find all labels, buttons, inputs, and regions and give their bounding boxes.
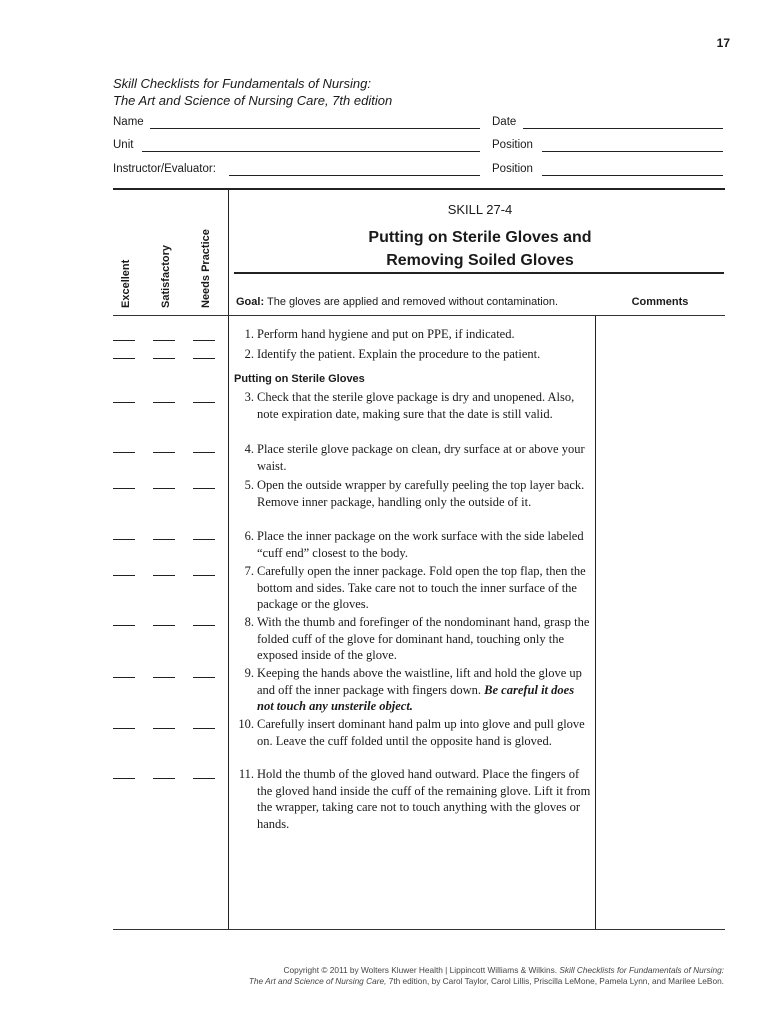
footer-book-title: Skill Checklists for Fundamentals of Nursing: [559, 965, 724, 975]
rating-blank-satisfactory[interactable] [153, 358, 175, 359]
rating-blank-satisfactory[interactable] [153, 575, 175, 576]
column-needs-practice: Needs Practice [200, 229, 212, 308]
rating-blank-satisfactory[interactable] [153, 452, 175, 453]
rating-blank-excellent[interactable] [113, 778, 135, 779]
rating-blank-excellent[interactable] [113, 677, 135, 678]
step-number: 4. [244, 442, 254, 456]
rating-blank-satisfactory[interactable] [153, 728, 175, 729]
rating-blank-needs-practice[interactable] [193, 402, 215, 403]
rating-blank-excellent[interactable] [113, 488, 135, 489]
position-label-2: Position [492, 163, 533, 175]
step-text: Carefully insert dominant hand palm up into glove and pull glove on. Leave the cuff folded until the opposite hand is gloved. [257, 717, 585, 748]
rating-blank-excellent[interactable] [113, 340, 135, 341]
section-heading: Putting on Sterile Gloves [234, 373, 365, 385]
position-field-1[interactable] [542, 151, 723, 152]
goal-statement [236, 296, 558, 308]
rating-blank-satisfactory[interactable] [153, 677, 175, 678]
page-number: 17 [716, 36, 730, 50]
step-text: Place the inner package on the work surface with the side labeled “cuff end” closest to the body. [257, 529, 584, 560]
step-number: 1. [244, 327, 254, 341]
rating-blank-needs-practice[interactable] [193, 728, 215, 729]
step-text: Place sterile glove package on clean, dry surface at or above your waist. [257, 442, 585, 473]
step-text: Carefully open the inner package. Fold open the top flap, then the bottom and sides. Take care not to touch the inner surface of the package or the gloves. [257, 564, 586, 611]
step-text: Check that the sterile glove package is dry and unopened. Also, note expiration date, making sure that the date is still valid. [257, 390, 575, 421]
goal-label: Goal: [236, 296, 265, 308]
rating-blank-needs-practice[interactable] [193, 340, 215, 341]
rating-blank-excellent[interactable] [113, 358, 135, 359]
step-number: 8. [244, 615, 254, 629]
rating-blank-excellent[interactable] [113, 539, 135, 540]
step-number: 9. [244, 666, 254, 680]
rating-blank-satisfactory[interactable] [153, 778, 175, 779]
footer-line2 [150, 976, 724, 987]
footer-authors: 7th edition, by Carol Taylor, Carol Lillis, Priscilla LeMone, Pamela Lynn, and Marilee LeBon. [386, 976, 724, 986]
rating-blank-excellent[interactable] [113, 728, 135, 729]
book-title [113, 75, 392, 109]
column-satisfactory: Satisfactory [160, 245, 172, 308]
name-label: Name [113, 116, 144, 128]
step-number: 10. [238, 717, 254, 731]
footer-line1 [150, 965, 724, 976]
step-number: 5. [244, 478, 254, 492]
unit-label: Unit [113, 139, 134, 151]
position-field-2[interactable] [542, 175, 723, 176]
copyright-footer [150, 965, 724, 987]
rating-blank-satisfactory[interactable] [153, 488, 175, 489]
rating-blank-needs-practice[interactable] [193, 575, 215, 576]
instructor-field[interactable] [229, 175, 480, 176]
column-excellent: Excellent [120, 259, 132, 308]
step-caution: Be careful it does not touch any unsterile object. [257, 682, 575, 713]
step-number: 11. [238, 767, 254, 781]
step-text: Identify the patient. Explain the procedure to the patient. [257, 347, 541, 361]
table-top-rule [113, 188, 725, 190]
skill-title-rule [234, 272, 724, 274]
step-text: Open the outside wrapper by carefully peeling the top layer back. Remove inner package, handling only the outside of it. [257, 478, 585, 509]
rating-blank-needs-practice[interactable] [193, 778, 215, 779]
skill-title [230, 226, 730, 272]
footer-copyright: Copyright © 2011 by Wolters Kluwer Health | Lippincott Williams & Wilkins. [283, 965, 560, 975]
rating-blank-satisfactory[interactable] [153, 340, 175, 341]
rating-blank-excellent[interactable] [113, 625, 135, 626]
skill-title-line1: Putting on Sterile Gloves and [368, 229, 592, 246]
rating-blank-excellent[interactable] [113, 402, 135, 403]
step-number: 3. [244, 390, 254, 404]
step-number: 2. [244, 347, 254, 361]
skill-number: SKILL 27-4 [447, 202, 513, 217]
rating-blank-needs-practice[interactable] [193, 625, 215, 626]
rating-blank-satisfactory[interactable] [153, 402, 175, 403]
step-text [257, 665, 592, 715]
step-text-body: Keeping the hands above the waistline, lift and hold the glove up and off the inner package with fingers down. [257, 666, 582, 697]
step-text: Hold the thumb of the gloved hand outward. Place the fingers of the gloved hand inside the cuff of the remaining glove. Lift it from the wrapper, taking care not to touch anything with the gloves or hands. [257, 767, 591, 831]
rating-blank-needs-practice[interactable] [193, 677, 215, 678]
instructor-label: Instructor/Evaluator: [113, 163, 216, 175]
goal-text: The gloves are applied and removed without contamination. [264, 296, 559, 308]
comments-header: Comments [631, 296, 689, 308]
book-title-line2: The Art and Science of Nursing Care, 7th edition [113, 93, 393, 108]
table-divider-right [595, 316, 596, 929]
step-number: 6. [244, 529, 254, 543]
step-text: With the thumb and forefinger of the nondominant hand, grasp the folded cuff of the glove for dominant hand, touching only the exposed inside of the glove. [257, 615, 590, 662]
rating-blank-needs-practice[interactable] [193, 452, 215, 453]
rating-blank-excellent[interactable] [113, 452, 135, 453]
rating-blank-needs-practice[interactable] [193, 539, 215, 540]
date-label: Date [492, 116, 517, 128]
position-label-1: Position [492, 139, 533, 151]
unit-field[interactable] [142, 151, 480, 152]
step-number: 7. [244, 564, 254, 578]
rating-blank-needs-practice[interactable] [193, 488, 215, 489]
rating-blank-needs-practice[interactable] [193, 358, 215, 359]
skill-title-line2: Removing Soiled Gloves [386, 252, 574, 269]
table-bottom-rule [113, 929, 725, 930]
rating-blank-excellent[interactable] [113, 575, 135, 576]
rating-blank-satisfactory[interactable] [153, 625, 175, 626]
name-field[interactable] [150, 128, 480, 129]
rating-blank-satisfactory[interactable] [153, 539, 175, 540]
table-header-rule [113, 315, 725, 316]
step-text: Perform hand hygiene and put on PPE, if indicated. [257, 327, 515, 341]
table-divider-left [228, 189, 229, 929]
footer-book-subtitle: The Art and Science of Nursing Care, [248, 976, 387, 986]
book-title-line1: Skill Checklists for Fundamentals of Nursing: [113, 76, 371, 91]
date-field[interactable] [523, 128, 723, 129]
